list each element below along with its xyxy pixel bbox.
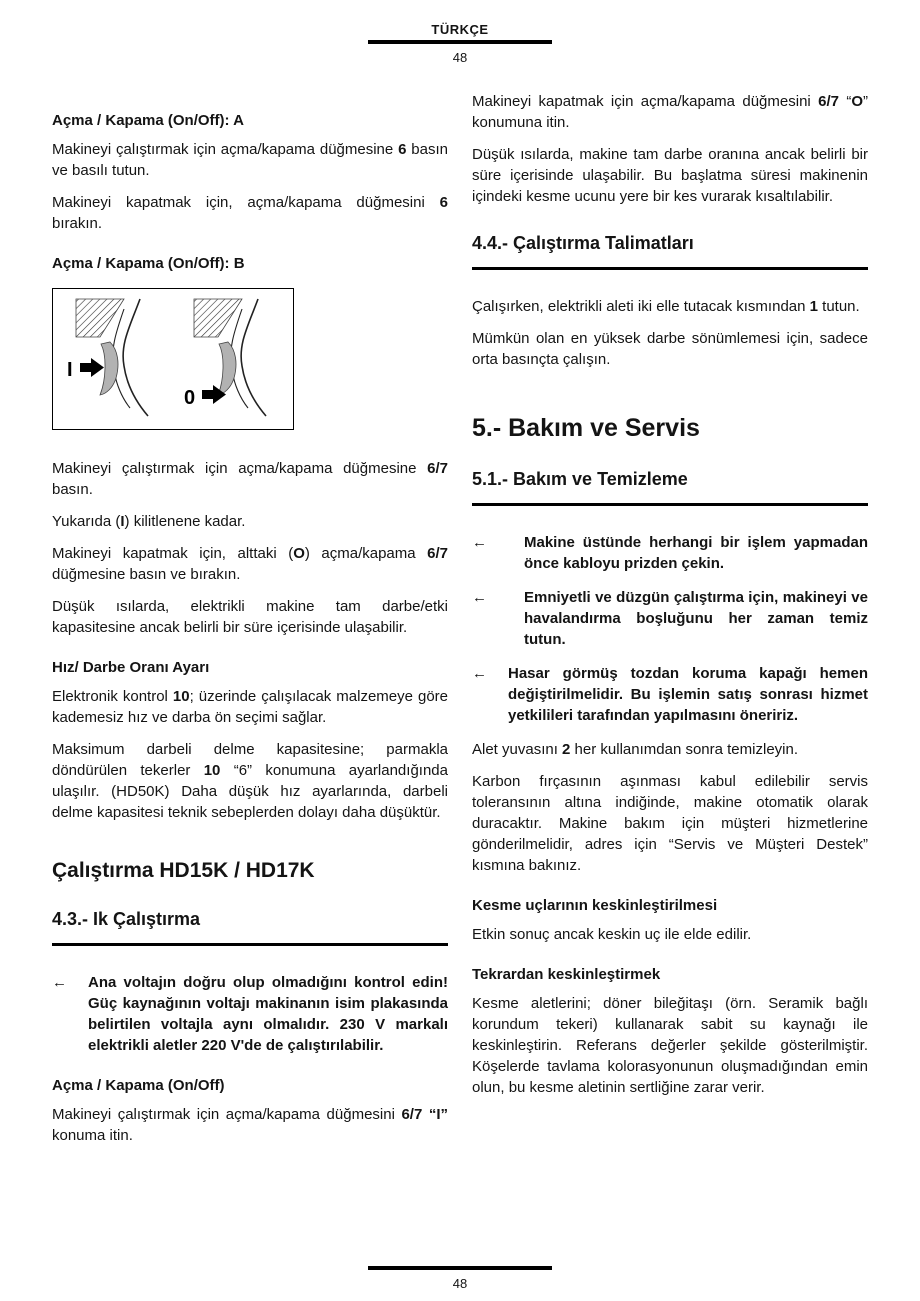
text-segment: Makineyi çalıştırmak için açma/kapama düğmesini: [52, 1106, 402, 1123]
text-segment: Makineyi kapatmak için, alttaki (: [52, 545, 294, 562]
warning-text: [508, 663, 868, 726]
text-segment: 5.1.- Bakım ve Temizleme: [472, 469, 688, 489]
paragraph: [52, 458, 448, 500]
text-segment: 6: [398, 141, 407, 158]
paragraph: [52, 1104, 448, 1146]
text-segment: 2: [562, 741, 571, 758]
content-columns: [0, 91, 920, 1157]
paragraph: [472, 296, 868, 317]
text-segment: Çalıştırma HD15K / HD17K: [52, 859, 315, 882]
paragraph: [472, 993, 868, 1098]
text-segment: basın.: [52, 481, 93, 498]
text-segment: Alet yuvasını: [472, 741, 563, 758]
sub-heading: [52, 112, 448, 129]
left-arrow-icon: ←: [52, 974, 67, 991]
text-segment: Makineyi kapatmak için, açma/kapama düğmesini: [52, 194, 440, 211]
text-segment: Kesme uçlarının keskinleştirilmesi: [472, 897, 718, 914]
text-segment: I: [120, 513, 125, 530]
sub-heading: [52, 1077, 448, 1094]
text-segment: 10: [203, 762, 221, 779]
paragraph: [472, 328, 868, 370]
page-footer: [0, 1266, 920, 1291]
text-segment: Mümkün olan en yüksek darbe sönümlemesi için, sadece orta basınçta çalışın.: [472, 330, 868, 368]
section-heading: [472, 469, 868, 506]
switch-on-panel: [67, 299, 148, 416]
text-segment: Hasar görmüş tozdan koruma kapağı hemen değiştirilmelidir. Bu işlemin satış sonrası hizmet yetkilileri tarafından yapılmasını öneririz.: [508, 665, 868, 724]
sub-heading: [52, 659, 448, 676]
switch-off-panel: [184, 299, 266, 416]
warning-text: [524, 587, 868, 650]
text-segment: 4.3.- Ik Çalıştırma: [52, 909, 201, 929]
paragraph: [52, 686, 448, 728]
sub-heading: [52, 255, 448, 272]
left-column: [52, 91, 448, 1157]
paragraph: [52, 139, 448, 181]
text-segment: Makine üstünde herhangi bir işlem yapmadan önce kabloyu prizden çekin.: [524, 534, 868, 572]
text-segment: basın ve basılı tutun.: [52, 141, 448, 179]
text-segment: Açma / Kapama (On/Off): [52, 1077, 225, 1094]
text-segment: Makineyi çalıştırmak için açma/kapama düğmesine: [52, 460, 428, 477]
text-segment: her kullanımdan sonra temizleyin.: [570, 741, 798, 758]
section-heading: [472, 233, 868, 270]
text-segment: Kesme aletlerini; döner bileğitaşı (örn. Seramik bağlı korundum tekeri) kullanarak sabit su kaynağı ile keskinleştirin. Referans değerler şekilde gösterilmiştir. Köşelerde tavlama kolorasyonunun oluşmadığından emin olun, bu kesme aletinin sertliğine zarar verir.: [472, 995, 868, 1096]
text-segment: Makineyi çalıştırmak için açma/kapama düğmesine: [52, 141, 399, 158]
text-segment: Açma / Kapama (On/Off): A: [52, 112, 244, 129]
switch-diagram-figure: [52, 288, 294, 430]
footer-page-number: 48: [452, 1276, 468, 1291]
text-segment: 10: [172, 688, 190, 705]
warning-note: [472, 532, 868, 574]
text-segment: 4.4.- Çalıştırma Talimatları: [472, 233, 694, 253]
warning-text: [88, 972, 448, 1056]
language-title: TÜRKÇE: [431, 22, 489, 37]
section-heading: [52, 909, 448, 946]
text-segment: ) kilitlenene kadar.: [124, 513, 246, 530]
text-segment: ; üzerinde çalışılacak malzemeye göre kademesiz hız ve darba ön seçimi sağlar.: [52, 688, 448, 726]
paragraph: [472, 771, 868, 876]
text-segment: Karbon fırçasının aşınması kabul edilebilir servis toleransının altına indiğinde, makine otomatik olarak duracaktır. Makine bakım için müşteri hizmetlerine gönderilmelidir, adres için “Servis ve Müşteri Destek” kısmına bakınız.: [472, 773, 868, 874]
header-rule: [368, 40, 552, 44]
text-segment: 6/7 “I”: [401, 1106, 449, 1123]
warning-note: [472, 587, 868, 650]
text-segment: Etkin sonuç ancak keskin uç ile elde edilir.: [472, 926, 752, 943]
text-segment: “6” konumuna ayarlandığında ulaşılır. (HD50K) Daha düşük hız ayarlarında, darbeli delme kapasitesi teknik sebeplerden dolayı daha düşüktür.: [52, 762, 448, 821]
text-segment: Düşük ısılarda, elektrikli makine tam darbe/etki kapasitesine ancak belirli bir süre içerisinde ulaşabilir.: [52, 598, 448, 636]
text-segment: Açma / Kapama (On/Off): B: [52, 255, 245, 272]
warning-note: [472, 663, 868, 726]
header-page-number: 48: [452, 50, 468, 65]
text-segment: Emniyetli ve düzgün çalıştırma için, makineyi ve havalandırma boşluğunu her zaman temiz tutun.: [524, 589, 868, 648]
warning-text: [524, 532, 868, 574]
paragraph: [472, 924, 868, 945]
chapter-title: [52, 859, 448, 883]
text-segment: O: [851, 93, 863, 110]
paragraph: [472, 739, 868, 760]
text-segment: tutun.: [817, 298, 860, 315]
text-segment: Çalışırken, elektrikli aleti iki elle tutacak kısmından: [472, 298, 810, 315]
footer-rule: [368, 1266, 552, 1270]
paragraph: [472, 144, 868, 207]
text-segment: 6/7: [427, 545, 448, 562]
text-segment: Düşük ısılarda, makine tam darbe oranına ancak belirli bir süre içerisinde ulaşabilir. Bu başlatma süresi makinenin içindeki kesme ucunu yere bir kes vurarak kısaltılabilir.: [472, 146, 868, 205]
text-segment: Elektronik kontrol: [52, 688, 173, 705]
paragraph: [52, 192, 448, 234]
text-segment: 5.- Bakım ve Servis: [472, 414, 700, 442]
right-column: [472, 91, 868, 1109]
on-off-switch-diagram: [60, 296, 286, 422]
text-segment: O: [293, 545, 305, 562]
on-label: I: [67, 359, 73, 381]
left-arrow-icon: ←: [472, 665, 487, 682]
text-segment: Hız/ Darbe Oranı Ayarı: [52, 659, 210, 676]
text-segment: 1: [809, 298, 818, 315]
paragraph: [52, 511, 448, 532]
page-header: [0, 0, 920, 65]
off-label: 0: [184, 387, 196, 409]
text-segment: Makineyi kapatmak için açma/kapama düğmesini: [472, 93, 819, 110]
text-segment: Tekrardan keskinleştirmek: [472, 966, 661, 983]
right-arrow-icon: [80, 358, 104, 377]
paragraph: [52, 596, 448, 638]
sub-heading: [472, 897, 868, 914]
text-segment: 6: [439, 194, 448, 211]
paragraph: [472, 91, 868, 133]
text-segment: “: [838, 93, 852, 110]
text-segment: bırakın.: [52, 215, 103, 232]
text-segment: 6/7: [818, 93, 839, 110]
text-segment: konuma itin.: [52, 1127, 133, 1144]
text-segment: Yukarıda (: [52, 513, 121, 530]
text-segment: Maksimum darbeli delme kapasitesine; parmakla döndürülen tekerler: [52, 741, 448, 779]
chapter-title: [472, 414, 868, 443]
paragraph: [52, 739, 448, 823]
text-segment: düğmesine basın ve bırakın.: [52, 566, 241, 583]
left-arrow-icon: ←: [472, 589, 487, 606]
left-arrow-icon: ←: [472, 534, 487, 551]
warning-note: [52, 972, 448, 1056]
text-segment: ” konumuna itin.: [472, 93, 868, 131]
text-segment: Ana voltajın doğru olup olmadığını kontrol edin! Güç kaynağının voltajı makinanın isim plakasında belirtilen voltajla aynı olmalıdır. 230 V markalı elektrikli aletler 220 V'de de çalıştırılabilir.: [88, 974, 448, 1054]
text-segment: 6/7: [427, 460, 448, 477]
sub-heading: [472, 966, 868, 983]
paragraph: [52, 543, 448, 585]
text-segment: ) açma/kapama: [304, 545, 428, 562]
